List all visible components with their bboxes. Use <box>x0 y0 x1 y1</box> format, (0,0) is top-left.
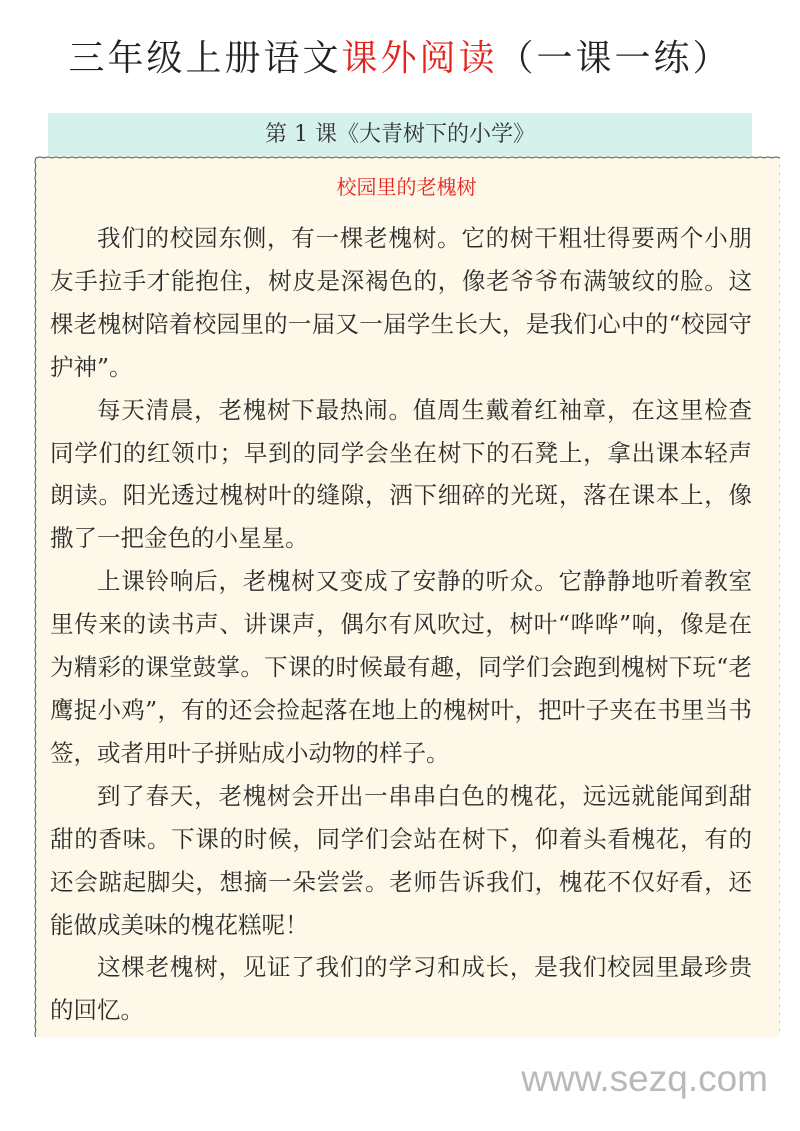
paragraph: 这棵老槐树，见证了我们的学习和成长，是我们校园里最珍贵的回忆。 <box>50 953 752 1025</box>
story-body <box>50 217 752 1032</box>
title-highlight: 课外阅读 <box>341 38 498 79</box>
watermark: www.sezq.com <box>521 1058 768 1099</box>
lesson-banner: 第 1 课《大青树下的小学》 <box>48 113 752 156</box>
title-part: （一课一练） <box>497 38 732 79</box>
reading-passage-box <box>33 155 780 1037</box>
story-title: 校园里的老槐树 <box>336 175 477 199</box>
paragraph: 上课铃响后，老槐树又变成了安静的听众。它静静地听着教室里传来的读书声、讲课声，偶尔有风吹过，树叶“哗哗”响，像是在为精彩的课堂鼓掌。下课的时候最有趣，同学们会跑到槐树下玩“老鹰捉小鸡”，有的还会捡起落在地上的槐树叶，把叶子夹在书里当书签，或者用叶子拼贴成小动物的样子。 <box>50 567 752 767</box>
paragraph: 每天清晨，老槐树下最热闹。值周生戴着红袖章，在这里检查同学们的红领巾；早到的同学会坐在树下的石凳上，拿出课本轻声朗读。阳光透过槐树叶的缝隙，洒下细碎的光斑，落在课本上，像撒了一把金色的小星星。 <box>50 395 752 553</box>
paragraph: 我们的校园东侧，有一棵老槐树。它的树干粗壮得要两个小朋友手拉手才能抱住，树皮是深褐色的，像老爷爷布满皱纹的脸。这棵老槐树陪着校园里的一届又一届学生长大，是我们心中的“校园守护神”。 <box>50 224 752 381</box>
page-title <box>0 30 800 81</box>
paragraph: 到了春天，老槐树会开出一串串白色的槐花，远远就能闻到甜甜的香味。下课的时候，同学们会站在树下，仰着头看槐花，有的还会踮起脚尖，想摘一朵尝尝。老师告诉我们，槐花不仅好看，还能做成美味的槐花糕呢！ <box>50 781 752 939</box>
title-part: 三年级上册语文 <box>68 38 342 79</box>
